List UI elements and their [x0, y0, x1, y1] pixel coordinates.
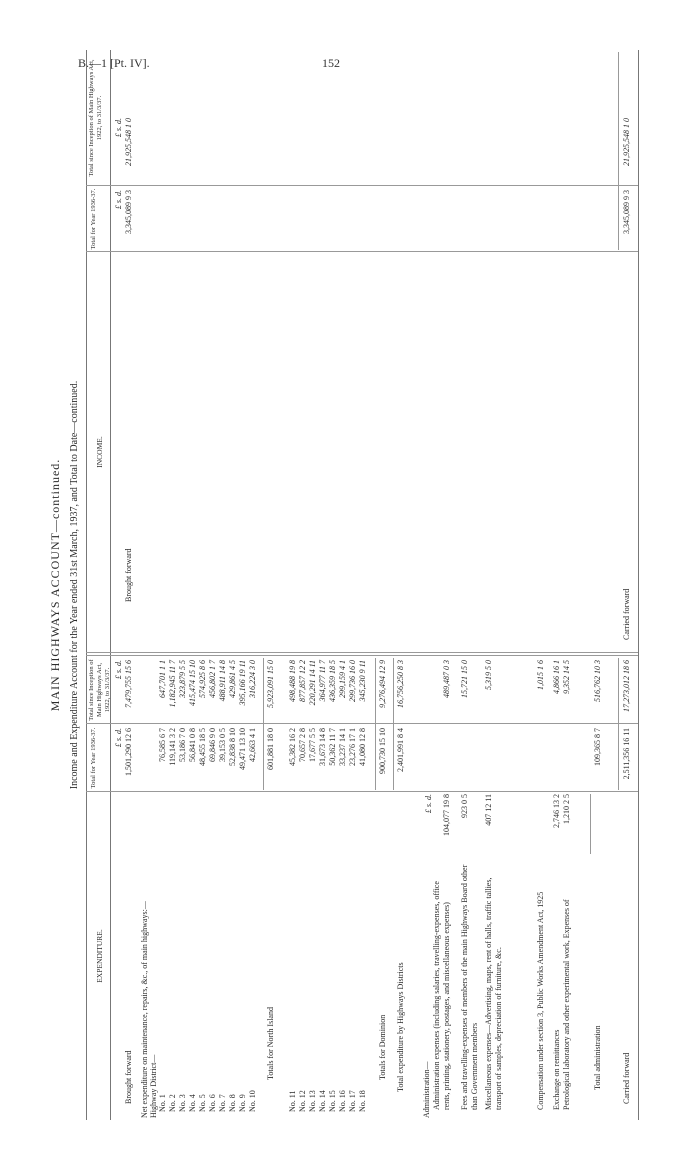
- district-label: No. 10: [248, 1090, 257, 1112]
- admin-item-label: Administration expenses (including salaries, travelling-expenses, office rents, printing, stationery, postages, and miscellaneous expenses): [432, 881, 451, 1110]
- subtotal-rule: [618, 52, 619, 250]
- header-rule: [110, 50, 111, 1120]
- account-subtitle: Income and Expenditure Account for the Year ended 31st March, 1937, and Total to Date—continued.: [69, 380, 80, 790]
- district-label: No. 16: [338, 1090, 347, 1112]
- district-label: No. 15: [328, 1090, 337, 1112]
- district-label: No. 6: [208, 1094, 217, 1112]
- district-label: No. 1: [158, 1094, 167, 1112]
- district-label: No. 3: [178, 1094, 187, 1112]
- subtotal-rule: [590, 794, 591, 854]
- district-year-amount: 49,471 13 10: [238, 728, 247, 770]
- north-total-label: Totals for North Island: [266, 1007, 275, 1080]
- district-since-amount: 395,166 19 11: [238, 660, 247, 706]
- subtotal-rule: [263, 658, 264, 790]
- district-year-amount: 31,673 14 8: [318, 728, 327, 766]
- district-label: No. 2: [168, 1094, 177, 1112]
- district-since-amount: 323,879 5 5: [178, 660, 187, 698]
- district-year-amount: 119,141 3 2: [168, 728, 177, 766]
- income-header: INCOME.: [95, 436, 104, 468]
- admin-item-amount: 923 0 5: [460, 794, 469, 818]
- admin-item-label: Miscellaneous expenses—Advertising, maps, rent of halls, traffic tallies, transport of samples, depreciation of furniture, &c.: [484, 877, 503, 1110]
- district-label: No. 11: [288, 1090, 297, 1112]
- column-divider: [86, 655, 638, 656]
- dominion-total-since: 9,276,494 12 9: [378, 660, 387, 708]
- district-since-amount: 1,182,945 11 7: [168, 660, 177, 708]
- currency-units: £ s. d.: [114, 660, 123, 680]
- district-year-amount: 45,382 16 2: [288, 728, 297, 766]
- district-year-amount: 39,153 0 5: [218, 728, 227, 762]
- subtotal-rule: [375, 658, 376, 790]
- brought-forward-year: 1,501,290 12 6: [124, 728, 133, 776]
- district-heading: Highway District—: [149, 1054, 158, 1118]
- subtotal-rule: [393, 658, 394, 790]
- admin-item-since: 9,352 14 5: [562, 660, 571, 694]
- districts-total-label: Total expenditure by Highways Districts: [396, 962, 405, 1092]
- income-brought-forward-year: 3,345,089 9 3: [124, 190, 133, 234]
- admin-item-amount: 104,077 19 8: [442, 794, 451, 836]
- column-divider: [86, 791, 638, 792]
- district-label: No. 4: [188, 1094, 197, 1112]
- district-year-amount: 23,276 17 1: [348, 728, 357, 766]
- district-since-amount: 574,925 8 6: [198, 660, 207, 698]
- admin-item-label: Compensation under section 3, Public Works Amendment Act, 1925: [536, 891, 545, 1110]
- district-since-amount: 316,224 3 0: [248, 660, 257, 698]
- net-expenditure-heading: Net expenditure on maintenance, repairs, &c., of main highways:—: [140, 901, 149, 1118]
- currency-units: £ s. d.: [424, 794, 433, 814]
- admin-item-since: 4,866 16 1: [552, 660, 561, 694]
- district-since-amount: 364,977 11 7: [318, 660, 327, 702]
- district-label: No. 14: [318, 1090, 327, 1112]
- district-year-amount: 42,663 4 1: [248, 728, 257, 762]
- district-year-amount: 48,455 18 5: [198, 728, 207, 766]
- district-since-amount: 488,911 14 8: [218, 660, 227, 702]
- admin-item-since: 489,487 0 3: [442, 660, 451, 698]
- administration-heading: Administration—: [422, 1061, 431, 1118]
- district-since-amount: 220,291 14 11: [308, 660, 317, 706]
- district-since-amount: 345,230 9 11: [358, 660, 367, 702]
- district-year-amount: 50,362 11 7: [328, 728, 337, 766]
- district-label: No. 5: [198, 1094, 207, 1112]
- column-divider: [86, 652, 638, 653]
- column-divider: [86, 723, 638, 724]
- district-year-amount: 52,838 8 10: [228, 728, 237, 766]
- district-since-amount: 877,857 12 2: [298, 660, 307, 702]
- districts-total-since: 16,756,250 8 3: [396, 660, 405, 708]
- district-year-amount: 33,237 14 1: [338, 728, 347, 766]
- carried-forward-year: 2,511,356 16 11: [622, 728, 631, 780]
- admin-item-since: 15,721 15 0: [460, 660, 469, 698]
- district-year-amount: 76,585 6 7: [158, 728, 167, 762]
- income-brought-forward-label: Brought forward: [124, 548, 133, 602]
- column-divider: [86, 185, 638, 186]
- income-carried-forward-since: 21,925,548 1 0: [622, 118, 631, 166]
- admin-total-since: 516,762 10 3: [593, 660, 602, 702]
- currency-units: £ s. d.: [114, 118, 123, 138]
- admin-item-amount: 407 12 11: [484, 794, 493, 826]
- page-section-header: B.—1 [Pt. IV].: [78, 56, 150, 70]
- district-since-amount: 415,474 15 10: [188, 660, 197, 706]
- dominion-total-label: Totals for Dominion: [378, 1014, 387, 1080]
- districts-total-year: 2,401,991 8 4: [396, 728, 405, 772]
- north-total-since: 5,923,091 15 0: [266, 660, 275, 708]
- admin-item-label: Fees and travelling-expenses of members of the main Highways Board other than Government members: [460, 864, 479, 1110]
- district-year-amount: 17,677 5 5: [308, 728, 317, 762]
- table-bottom-rule: [638, 50, 639, 1120]
- district-year-amount: 56,841 0 8: [188, 728, 197, 762]
- carried-forward-since: 17,273,012 18 6: [622, 660, 631, 712]
- admin-item-amount: 1,210 2 5: [562, 794, 571, 824]
- admin-total-year: 109,365 8 7: [593, 728, 602, 766]
- district-since-amount: 299,159 4 1: [338, 660, 347, 698]
- district-since-amount: 456,802 1 7: [208, 660, 217, 698]
- district-label: No. 13: [308, 1090, 317, 1112]
- district-label: No. 12: [298, 1090, 307, 1112]
- district-year-amount: 41,080 12 8: [358, 728, 367, 766]
- district-label: No. 17: [348, 1090, 357, 1112]
- admin-total-label: Total administration: [593, 1025, 602, 1090]
- district-label: No. 7: [218, 1094, 227, 1112]
- since-column-header: Total since Inception of Main Highways Act, 1922, to 31/3/37.: [88, 659, 111, 721]
- carried-forward-label: Carried forward: [622, 1052, 631, 1104]
- expenditure-header: EXPENDITURE.: [95, 929, 104, 983]
- north-total-year: 601,881 18 0: [266, 728, 275, 770]
- currency-units: £ s. d.: [114, 728, 123, 748]
- district-since-amount: 429,861 4 5: [228, 660, 237, 698]
- subtotal-rule: [618, 658, 619, 790]
- admin-item-label: Petrological laboratory and other experimental work, Expenses of: [562, 899, 571, 1110]
- account-sheet: [48, 50, 640, 1120]
- district-label: No. 8: [228, 1094, 237, 1112]
- district-since-amount: 436,359 18 5: [328, 660, 337, 702]
- admin-item-amount: 2,746 13 2: [552, 794, 561, 828]
- income-since-column-header: Total since Inception of Main Highways Act, 1922, to 31/3/37.: [88, 59, 103, 177]
- year-column-header: Total for Year 1936-37.: [90, 727, 97, 789]
- income-carried-forward-label: Carried forward: [622, 588, 631, 640]
- district-year-amount: 70,657 2 8: [298, 728, 307, 762]
- income-carried-forward-year: 3,345,089 9 3: [622, 190, 631, 234]
- dominion-total-year: 900,730 15 10: [378, 728, 387, 774]
- table-top-rule: [86, 50, 87, 1120]
- currency-units: £ s. d.: [114, 190, 123, 210]
- brought-forward-since: 7,479,755 15 6: [124, 660, 133, 708]
- district-since-amount: 299,736 16 0: [348, 660, 357, 702]
- column-divider: [86, 251, 638, 252]
- district-since-amount: 498,488 19 8: [288, 660, 297, 702]
- admin-item-since: 5,319 5 0: [484, 660, 493, 690]
- brought-forward-label: Brought forward: [124, 1050, 133, 1104]
- district-label: No. 18: [358, 1090, 367, 1112]
- account-title: MAIN HIGHWAYS ACCOUNT—continued.: [48, 458, 62, 712]
- district-label: No. 9: [238, 1094, 247, 1112]
- admin-item-since: 1,015 1 6: [536, 660, 545, 690]
- income-year-column-header: Total for Year 1936-37.: [90, 188, 97, 250]
- district-year-amount: 53,186 7 0: [178, 728, 187, 762]
- page-number: 152: [322, 56, 340, 70]
- admin-item-label: Exchange on remittances: [552, 1029, 561, 1110]
- district-year-amount: 69,846 9 0: [208, 728, 217, 762]
- income-brought-forward-since: 21,925,548 1 0: [124, 118, 133, 166]
- district-since-amount: 647,701 1 1: [158, 660, 167, 698]
